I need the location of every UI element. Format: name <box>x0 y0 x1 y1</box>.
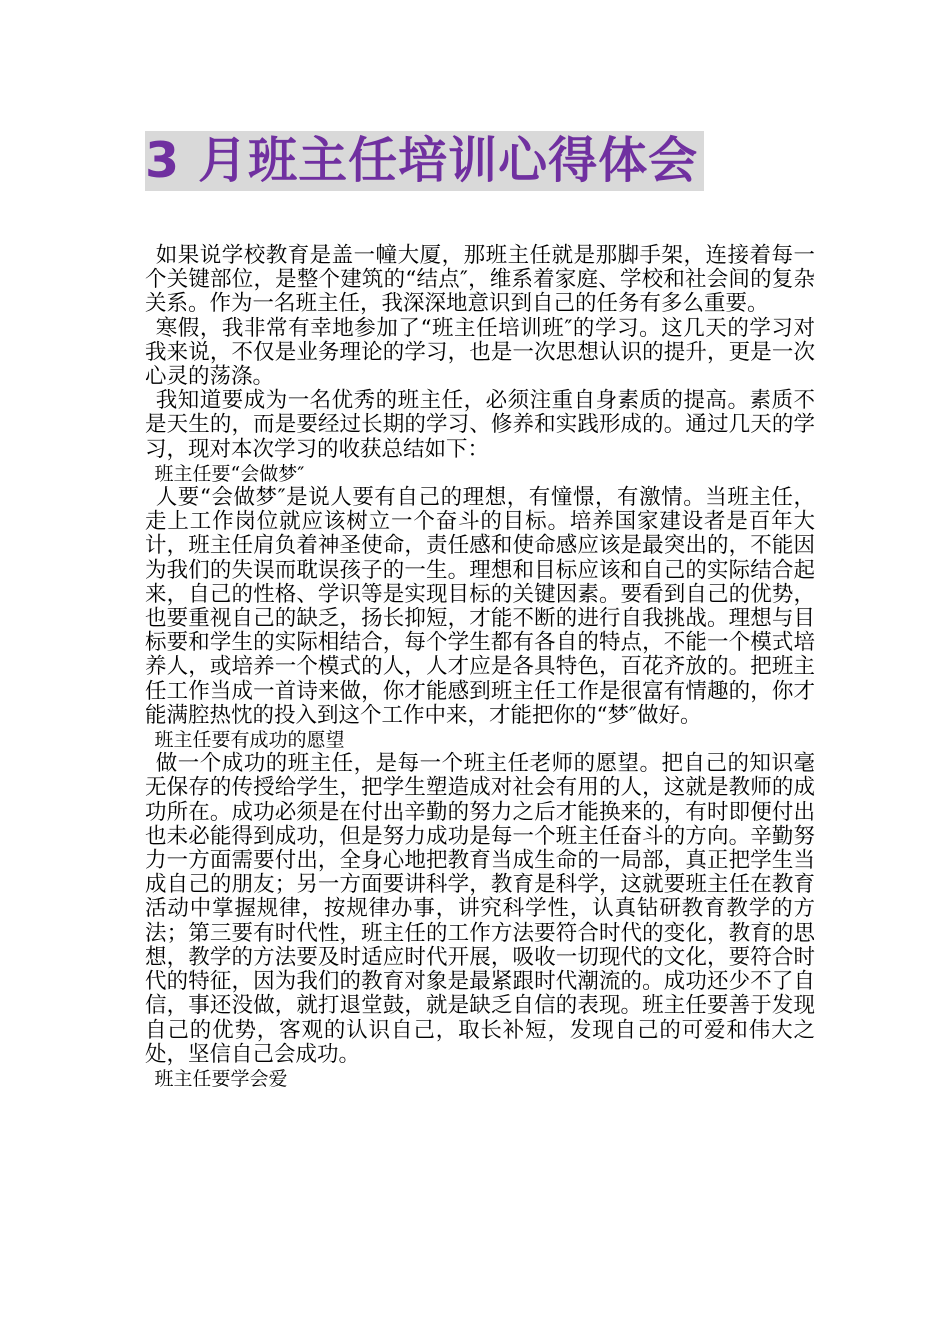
section-heading: 班主任要有成功的愿望 <box>154 729 345 752</box>
title-highlight <box>145 131 704 191</box>
section-heading: 班主任要“会做梦″ <box>154 462 305 485</box>
section-heading: 班主任要学会爱 <box>154 1067 288 1090</box>
paragraph: 人要“会做梦″是说人要有自己的理想，有憧憬，有激情。当班主任，走上工作岗位就应该树立一个奋斗的目标。培养国家建设者是百年大计，班主任肩负着神圣使命，责任感和使命感应该是最突出的，不能因为我们的失误而耽误孩子的一生。理想和目标应该和自己的实际结合起来，自己的性格、学识等是实现目标的关键因素。要看到自己的优势，也要重视自己的缺乏，扬长抑短，才能不断的进行自我挑战。理想与目标要和学生的实际相结合，每个学生都有各自的特点，不能一个模式培养人，或培养一个模式的人，人才应是各具特色，百花齐放的。把班主任工作当成一首诗来做，你才能感到班主任工作是很富有情趣的，你才能满腔热忱的投入到这个工作中来，才能把你的“梦″做好。 <box>145 485 815 728</box>
paragraph: 我知道要成为一名优秀的班主任，必须注重自身素质的提高。素质不是天生的，而是要经过长期的学习、修养和实践形成的。通过几天的学习，现对本次学习的收获总结如下： <box>145 388 815 462</box>
paragraph: 做一个成功的班主任，是每一个班主任老师的愿望。把自己的知识毫无保存的传授给学生，把学生塑造成对社会有用的人，这就是教师的成功所在。成功必须是在付出辛勤的努力之后才能换来的，有时即便付出也未必能得到成功，但是努力成功是每一个班主任奋斗的方向。辛勤努力一方面需要付出，全身心地把教育当成生命的一局部，真正把学生当成自己的朋友；另一方面要讲科学，教育是科学，这就要班主任在教育活动中掌握规律，按规律办事，讲究科学性，认真钻研教育教学的方法；第三要有时代性，班主任的工作方法要符合时代的变化，教育的思想，教学的方法要及时适应时代开展，吸收一切现代的文化，要符合时代的特征，因为我们的教育对象是最紧跟时代潮流的。成功还少不了自信，事还没做，就打退堂鼓，就是缺乏自信的表现。班主任要善于发现自己的优势，客观的认识自己，取长补短，发现自己的可爱和伟大之处，坚信自己会成功。 <box>145 751 815 1067</box>
document-title: 3 月班主任培训心得体会 <box>145 132 699 189</box>
paragraph: 如果说学校教育是盖一幢大厦，那班主任就是那脚手架，连接着每一个关键部位，是整个建筑的“结点″，维系着家庭、学校和社会间的复杂关系。作为一名班主任，我深深地意识到自己的任务有多么重要。 <box>145 243 815 317</box>
document-body <box>145 244 815 1091</box>
paragraph: 寒假，我非常有幸地参加了“班主任培训班″的学习。这几天的学习对我来说，不仅是业务理论的学习，也是一次思想认识的提升，更是一次心灵的荡涤。 <box>145 315 815 390</box>
